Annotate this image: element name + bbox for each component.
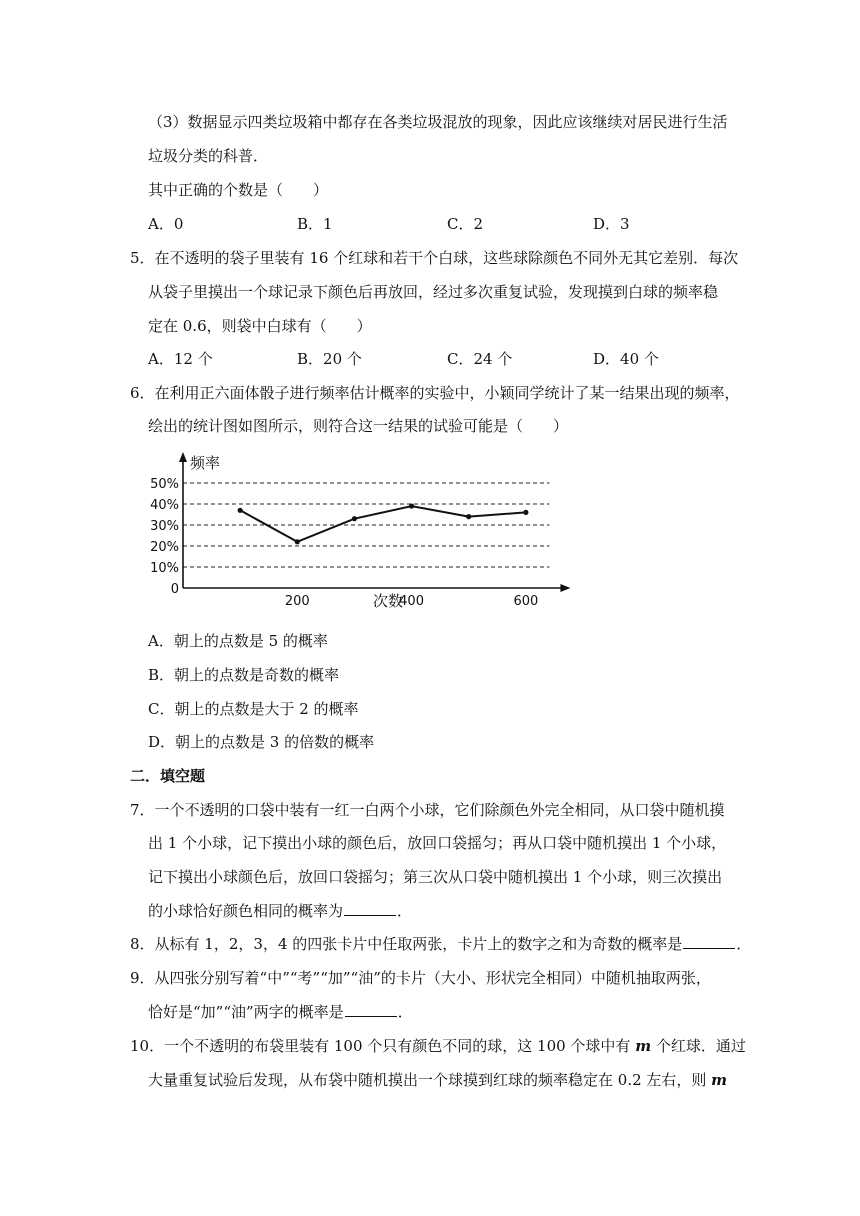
- data-point: [523, 510, 528, 515]
- y-axis-arrow: [179, 452, 187, 462]
- q5-line2: 从袋子里摸出一个球记录下颜色后再放回，经过多次重复试验，发现摸到白球的频率稳: [148, 283, 719, 301]
- q4-statement-3-line2: 垃圾分类的科普．: [148, 147, 269, 165]
- q4-option-d: D．3: [593, 215, 630, 233]
- chart-x-ticks: [285, 594, 538, 609]
- y-tick-label: 50%: [150, 477, 179, 492]
- q7-line3: 记下摸出小球颜色后，放回口袋摇匀；第三次从口袋中随机摸出 1 个小球，则三次摸出: [148, 868, 723, 886]
- q6-option-c: C．朝上的点数是大于 2 的概率: [148, 700, 359, 718]
- q10-var-m: m: [635, 1037, 652, 1055]
- q10-line1-b: 个红球．通过: [651, 1037, 746, 1055]
- q5-option-d: D．40 个: [593, 350, 659, 368]
- data-point: [295, 539, 300, 544]
- q8-line1-text: 8．从标有 1，2，3，4 的四张卡片中任取两张，卡片上的数字之和为奇数的概率是: [130, 935, 683, 953]
- q7-line1: 7．一个不透明的口袋中装有一红一白两个小球，它们除颜色外完全相同，从口袋中随机摸: [130, 801, 725, 819]
- y-tick-label: 20%: [150, 540, 179, 555]
- q5-option-c: C．24 个: [447, 350, 513, 368]
- data-point: [409, 504, 414, 509]
- y-tick-label: 10%: [150, 561, 179, 576]
- q4-option-a: A．0: [148, 215, 184, 233]
- y-tick-label: 40%: [150, 498, 179, 513]
- y-tick-label: 0: [170, 582, 179, 597]
- q8-line1: [130, 934, 751, 954]
- chart-grid: [183, 483, 549, 567]
- q6-option-b: B．朝上的点数是奇数的概率: [148, 666, 340, 684]
- q6-option-a: A．朝上的点数是 5 的概率: [148, 632, 328, 650]
- q9-line1: 9．从四张分别写着“中”“考”“加”“油”的卡片（大小、形状完全相同）中随机抽取两张，: [130, 969, 711, 987]
- x-tick-label: 200: [284, 594, 310, 609]
- q5-option-b: B．20 个: [297, 350, 362, 368]
- q9-line2-end: ．: [397, 1003, 413, 1021]
- chart-y-ticks: [150, 477, 179, 597]
- q10-line1-a: 10．一个不透明的布袋里装有 100 个只有颜色不同的球，这 100 个球中有: [130, 1037, 636, 1055]
- chart-series: [238, 504, 529, 545]
- q4-statement-3-line1: （3）数据显示四类垃圾箱中都存在各类垃圾混放的现象，因此应该继续对居民进行生活: [148, 113, 728, 131]
- frequency-line-chart: [140, 448, 539, 618]
- q6-line1: 6．在利用正六面体骰子进行频率估计概率的实验中，小颖同学统计了某一结果出现的频率，: [130, 384, 740, 402]
- q5-option-a: A．12 个: [148, 350, 213, 368]
- q9-line2-text: 恰好是“加”“油”两字的概率是: [148, 1003, 344, 1021]
- q6-option-d: D．朝上的点数是 3 的倍数的概率: [148, 733, 375, 751]
- q9-line2: [148, 1002, 413, 1022]
- q7-line2: 出 1 个小球，记下摸出小球的颜色后，放回口袋摇匀；再从口袋中随机摸出 1 个小球，: [148, 834, 727, 852]
- q5-line3: 定在 0.6，则袋中白球有（ ）: [148, 317, 372, 335]
- q10-line2: [148, 1070, 727, 1090]
- q10-var-m-2: m: [711, 1071, 728, 1089]
- q10-line1: [130, 1036, 746, 1056]
- q4-option-c: C．2: [447, 215, 484, 233]
- q7-line4-text: 的小球恰好颜色相同的概率为: [148, 902, 344, 920]
- q9-answer-blank[interactable]: [345, 1002, 397, 1017]
- q8-line1-end: ．: [736, 935, 752, 953]
- series-line: [240, 506, 526, 542]
- q8-answer-blank[interactable]: [683, 934, 735, 949]
- x-axis-arrow: [560, 584, 570, 592]
- x-tick-label: 400: [399, 594, 424, 609]
- q7-line4: [148, 901, 412, 921]
- section-2-title: 二．填空题: [130, 767, 206, 785]
- chart-y-label: 频率: [190, 454, 221, 472]
- x-tick-label: 600: [513, 594, 539, 609]
- q7-line4-end: ．: [397, 902, 413, 920]
- q4-option-b: B．1: [297, 215, 333, 233]
- chart-axes: [179, 452, 570, 592]
- q7-answer-blank[interactable]: [344, 901, 396, 916]
- y-tick-label: 30%: [150, 519, 179, 534]
- data-point: [466, 514, 471, 519]
- chart-x-label: 次数: [373, 592, 404, 610]
- data-point: [238, 508, 243, 513]
- q5-line1: 5．在不透明的袋子里装有 16 个红球和若干个白球，这些球除颜色不同外无其它差别．每次: [130, 249, 739, 267]
- q6-line2: 绘出的统计图如图所示，则符合这一结果的试验可能是（ ）: [148, 417, 569, 435]
- data-point: [352, 516, 357, 521]
- q4-prompt: 其中正确的个数是（ ）: [148, 181, 329, 199]
- q10-line2-text: 大量重复试验后发现，从布袋中随机摸出一个球摸到红球的频率稳定在 0.2 左右，则: [148, 1071, 712, 1089]
